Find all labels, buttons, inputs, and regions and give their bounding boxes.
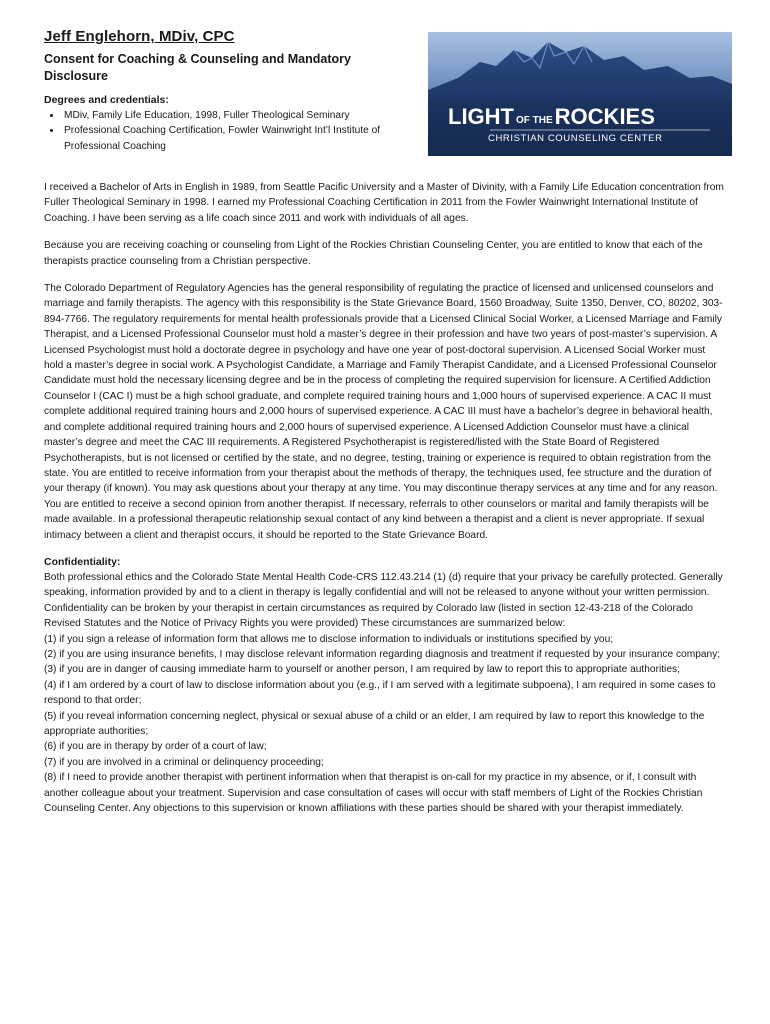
intro-block <box>44 28 429 180</box>
credentials-heading: Degrees and credentials: <box>44 94 169 106</box>
list-item: (7) if you are involved in a criminal or delinquency proceeding; <box>44 756 324 768</box>
list-item: (3) if you are in danger of causing immediate harm to yourself or another person, I am required by law to report this to appropriate authorities; <box>44 664 680 676</box>
document-page <box>44 28 726 816</box>
page-title: Jeff Englehorn, MDiv, CPC <box>44 28 235 45</box>
confidentiality-intro: Both professional ethics and the Colorado State Mental Health Code-CRS 112.43.214 (1) (d) require that your privacy be carefully protected. Generally speaking, information provided by and to a client in therapy is legally confidential and will not be released to anyone without your written permission. Confidentiality can be broken by your therapist in certain circumstances as required by Colorado law (listed in section 12-43-218 of the Colorado Revised Statutes and the Notice of Privacy Rights you were provided) These circumstances are summarized below: <box>44 571 723 630</box>
list-item: (2) if you are using insurance benefits, I may disclose relevant information regarding diagnosis and treatment if requested by your insurance company; <box>44 648 721 660</box>
list-item: (5) if you reveal information concerning neglect, physical or sexual abuse of a child or an elder, I am required by law to report this knowledge to the appropriate authorities; <box>44 710 705 737</box>
regulatory-paragraph: The Colorado Department of Regulatory Agencies has the general responsibility of regulating the practice of licensed and unlicensed counselors and marriage and family therapists. The agency with this responsibility is the State Grievance Board, 1560 Broadway, Suite 1350, Denver, CO, 80202, 303-894-7766. The regulatory requirements for mental health professionals provide that a Licensed Clinical Social Worker, a Licensed Marriage and Family Therapist, and a Licensed Professional Counselor must hold a master’s degree in their profession and have two years of post-master’s supervision. A Licensed Psychologist must hold a doctorate degree in psychology and have one year of post-doctoral supervision. A Licensed Social Worker must hold a master’s degree in social work. A Psychologist Candidate, a Marriage and Family Therapist Candidate, and a Licensed Professional Counselor Candidate must hold the necessary licensing degree and be in the process of completing the required supervision for licensure. A Certified Addiction Counselor I (CAC I) must be a high school graduate, and complete required training hours and 1,000 hours of supervised experience. A CAC II must complete additional required training hours and 2,000 hours of supervised experience. A CAC III must have a bachelor’s degree in behavioral health, and complete additional required training hours and 2,000 hours of supervised experience. A Licensed Addiction Counselor must have a clinical master’s degree and meet the CAC III requirements. A Registered Psychotherapist is registered/listed with the State Board of Registered Psychotherapists, but is not licensed or certified by the state, and no degree, testing, training or experience is required to obtain registration from the state. You are entitled to receive information from your therapist about the methods of therapy, the techniques used, fee structure and the duration of your therapy (if known). You may ask questions about your therapy at any time. You may discontinue therapy services at any time and for any reason. You are entitled to receive a second opinion from another therapist. If necessary, referrals to other counselors or marital and family therapists will be made available. In a professional therapeutic relationship sexual contact of any kind between a therapist and a client is never appropriate. If sexual intimacy between a client and therapist occurs, it should be reported to the State Grievance Board. <box>44 283 723 541</box>
logo-title: LIGHT OF THEROCKIES <box>448 104 655 129</box>
list-item: (1) if you sign a release of information form that allows me to disclose information to individuals or institutions specified by you; <box>44 633 614 645</box>
logo-subtitle: CHRISTIAN COUNSELING CENTER <box>488 133 663 144</box>
confidentiality-section <box>44 570 726 817</box>
list-item: • MDiv, Family Life Education, 1998, Fuller Theological Seminary <box>62 108 424 123</box>
list-item: (8) if I need to provide another therapist with pertinent information when that therapist is on-call for my practice in my absence, or if, I consult with another colleague about your treatment. Supervision and case consultation of cases will occur with staff members of Light of the Rockies Christian Counseling Center. Any objections to this supervision or known affiliations with these parties should be shared with your therapist immediately. <box>44 772 703 815</box>
confidentiality-heading: Confidentiality: <box>44 555 121 568</box>
list-item: • Professional Coaching Certification, Fowler Wainwright Int’l Institute of Professional Coaching <box>62 123 424 154</box>
christian-perspective-paragraph: Because you are receiving coaching or counseling from Light of the Rockies Christian Counseling Center, you are entitled to know that each of the therapists practice counseling from a Christian perspective. <box>44 240 703 267</box>
list-item: (4) if I am ordered by a court of law to disclose information about you (e.g., if I am served with a legitimate subpoena), I am required in some cases to respond to that order; <box>44 679 716 707</box>
bio-paragraph: I received a Bachelor of Arts in English in 1989, from Seattle Pacific University and a Master of Divinity, with a Family Life Education concentration from Fuller Theological Seminary in 1998. I earned my Professional Coaching Certification in 2011 from the Fowler Wainwright International Institute of Coaching. I have been serving as a life coach since 2011 and work with individuals of all ages. <box>44 182 724 224</box>
credentials-list <box>44 108 429 154</box>
list-item: (6) if you are in therapy by order of a court of law; <box>44 741 267 753</box>
document-subtitle: Consent for Coaching & Counseling and Mandatory Disclosure <box>44 52 351 83</box>
